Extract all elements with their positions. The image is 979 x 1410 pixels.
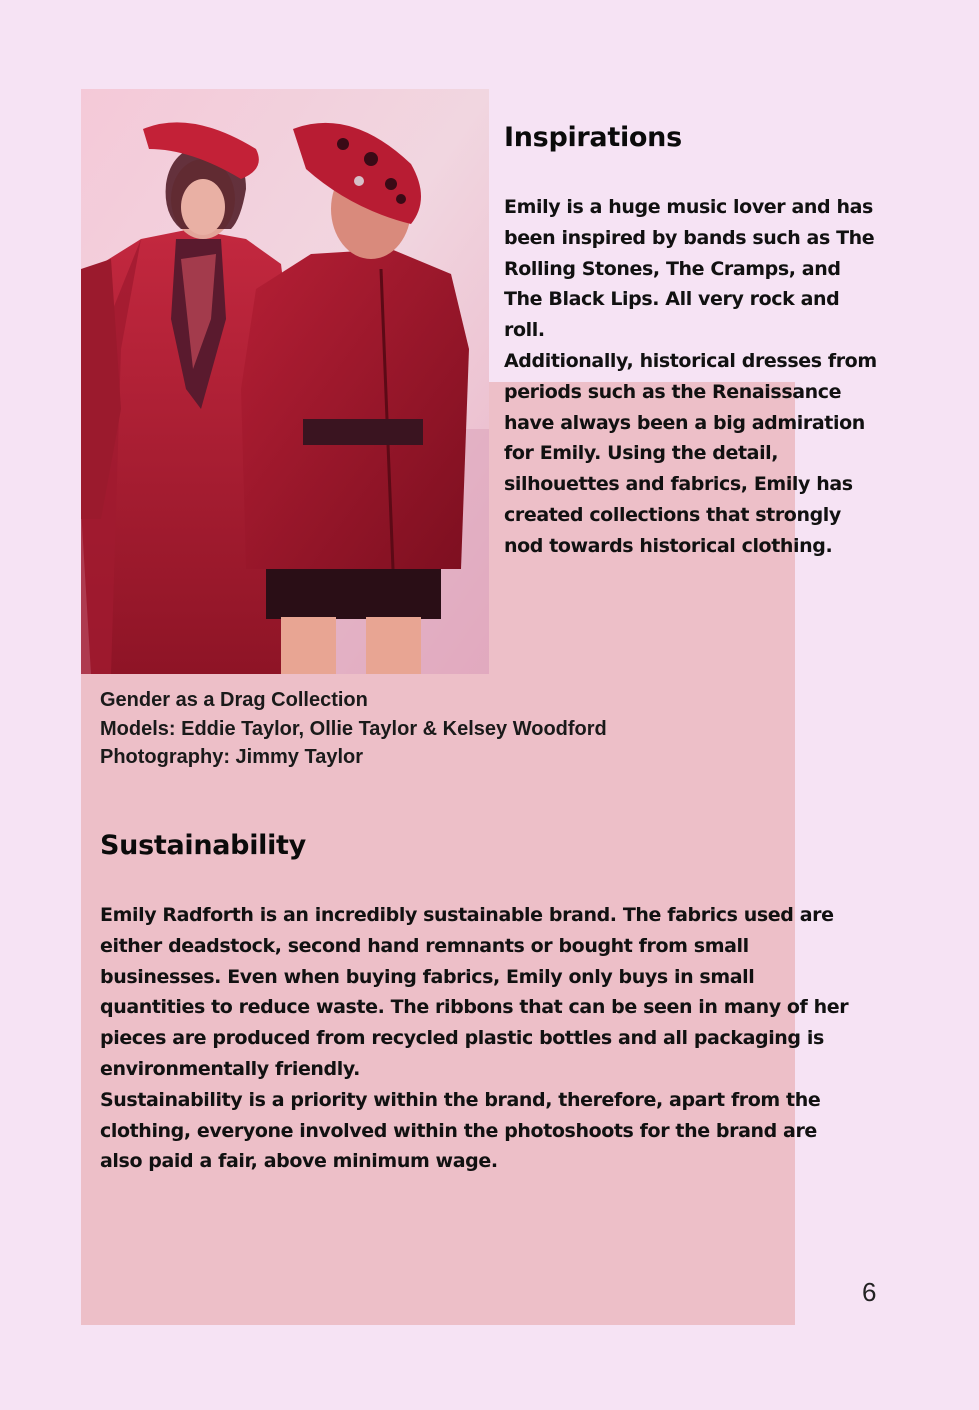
fashion-photo (81, 89, 489, 674)
caption-photography: Photography: Jimmy Taylor (100, 746, 364, 768)
sustainability-heading: Sustainability (100, 830, 306, 861)
caption-collection: Gender as a Drag Collection (100, 689, 368, 711)
sustainability-text (100, 900, 860, 1177)
inspirations-paragraph-2: Additionally, historical dresses from periods such as the Renaissance have always been a big admiration for Emily. Using the detail, silhouettes and fabrics, Emily has created collections that strongly nod towards historical clothing. (504, 349, 877, 557)
photo-caption (100, 686, 607, 772)
inspirations-heading: Inspirations (504, 122, 682, 153)
sustainability-paragraph-1: Emily Radforth is an incredibly sustainable brand. The fabrics used are either deadstock, second hand remnants or bought from small businesses. Even when buying fabrics, Emily only buys in small quantities to reduce waste. The ribbons that can be seen in many of her pieces are produced from recycled plastic bottles and all packaging is environmentally friendly. (100, 904, 849, 1080)
sustainability-paragraph-2: Sustainability is a priority within the brand, therefore, apart from the clothing, everyone involved within the photoshoots for the brand are also paid a fair, above minimum wage. (100, 1088, 821, 1173)
caption-models: Models: Eddie Taylor, Ollie Taylor & Kelsey Woodford (100, 717, 607, 740)
models-in-red-outfits-image (81, 89, 489, 674)
page-number: 6 (862, 1277, 877, 1307)
inspirations-paragraph-1: Emily is a huge music lover and has been inspired by bands such as The Rolling Stones, The Cramps, and The Black Lips. All very rock and roll. (504, 196, 875, 342)
inspirations-text (504, 192, 884, 562)
